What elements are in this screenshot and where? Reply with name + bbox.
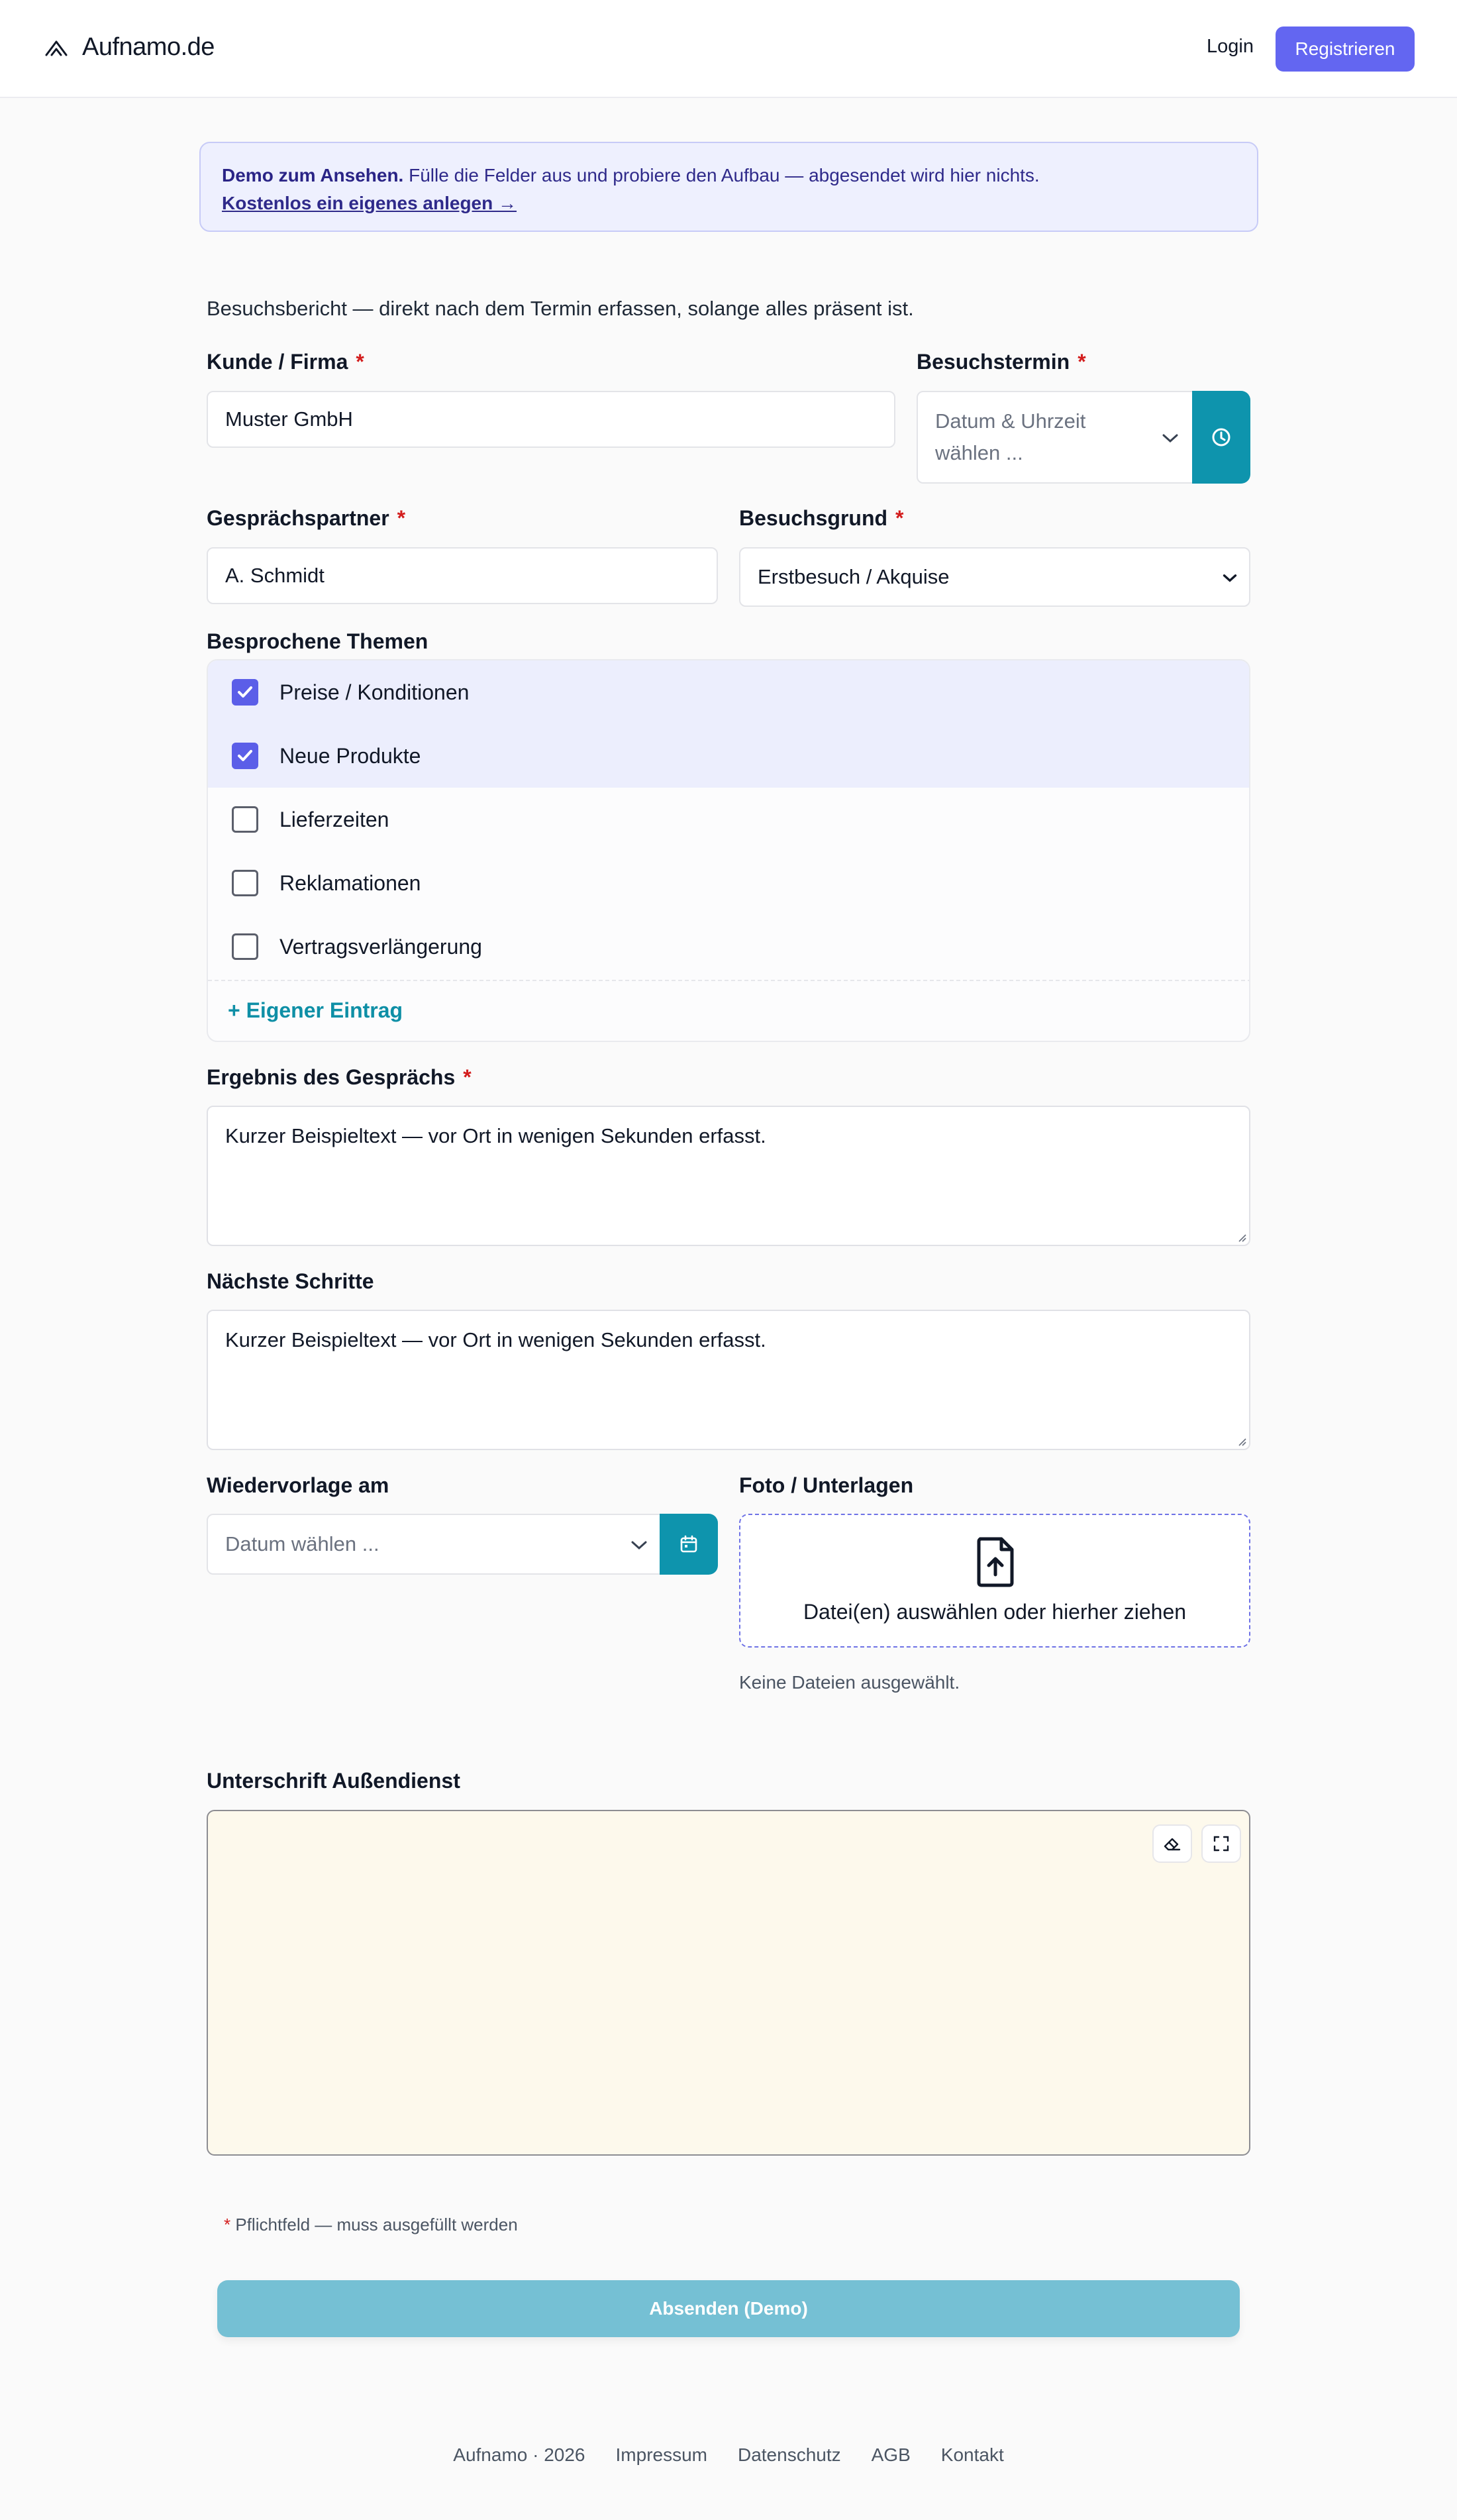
topic-item[interactable] (208, 724, 1250, 788)
register-button[interactable]: Registrieren (1276, 26, 1415, 72)
appointment-placeholder-line2: wählen ... (935, 441, 1023, 464)
dropzone-text: Datei(en) auswählen oder hierher ziehen (803, 1600, 1187, 1624)
required-mark: * (1078, 350, 1086, 374)
form-intro: Besuchsbericht — direkt nach dem Termin erfassen, solange alles präsent ist. (207, 297, 914, 320)
contact-label (207, 506, 405, 531)
eraser-icon (1162, 1834, 1182, 1854)
chevron-down-icon (1223, 574, 1237, 583)
required-mark: * (224, 2215, 231, 2234)
chevron-down-icon (1162, 433, 1179, 444)
chevron-down-icon (630, 1540, 648, 1551)
required-mark: * (397, 506, 406, 530)
files-label: Foto / Unterlagen (739, 1473, 914, 1497)
logo-icon (44, 35, 69, 60)
footer (0, 2444, 1457, 2466)
topic-label: Neue Produkte (279, 743, 421, 768)
contact-input[interactable] (207, 547, 718, 604)
contact-value: A. Schmidt (225, 564, 325, 587)
topics-checklist (207, 659, 1250, 1042)
topics-label: Besprochene Themen (207, 629, 428, 653)
topic-item[interactable] (208, 915, 1250, 978)
demo-banner (199, 142, 1258, 232)
submit-button[interactable]: Absenden (Demo) (217, 2280, 1240, 2337)
next-steps-value: Kurzer Beispieltext — vor Ort in wenigen Sekunden erfasst. (225, 1328, 766, 1351)
appointment-datetime-select[interactable] (917, 391, 1195, 484)
appointment-placeholder-line1: Datum & Uhrzeit (935, 409, 1086, 433)
reason-select[interactable] (739, 547, 1250, 607)
followup-placeholder: Datum wählen ... (225, 1532, 379, 1555)
footer-link-kontakt[interactable]: Kontakt (940, 2444, 1004, 2465)
appointment-label-text: Besuchstermin (917, 350, 1070, 374)
brand-logo[interactable] (44, 33, 215, 62)
banner-strong: Demo zum Ansehen. (222, 165, 404, 185)
required-footnote (224, 2215, 518, 2235)
add-custom-entry-button[interactable]: + Eigener Eintrag (228, 998, 403, 1022)
checkbox[interactable] (232, 870, 258, 896)
result-value: Kurzer Beispieltext — vor Ort in wenigen Sekunden erfasst. (225, 1124, 766, 1147)
fullscreen-icon (1211, 1834, 1231, 1854)
brand-name: Aufnamo.de (82, 33, 215, 61)
result-label-text: Ergebnis des Gesprächs (207, 1065, 456, 1089)
footnote-text: Pflichtfeld — muss ausgefüllt werden (235, 2215, 518, 2234)
file-upload-icon (972, 1535, 1019, 1588)
topic-label: Lieferzeiten (279, 807, 389, 831)
file-status: Keine Dateien ausgewählt. (739, 1672, 960, 1693)
checkbox[interactable] (232, 933, 258, 960)
create-own-link[interactable]: Kostenlos ein eigenes anlegen → (222, 193, 517, 213)
topic-item[interactable] (208, 851, 1250, 915)
signature-pad[interactable] (207, 1810, 1250, 2156)
checkbox[interactable] (232, 743, 258, 769)
next-steps-textarea[interactable] (207, 1310, 1250, 1450)
calendar-icon (678, 1534, 699, 1555)
reason-label-text: Besuchsgrund (739, 506, 888, 530)
fullscreen-button[interactable] (1201, 1824, 1241, 1863)
banner-text-line (222, 162, 1236, 189)
followup-label: Wiedervorlage am (207, 1473, 389, 1497)
appointment-clock-button[interactable] (1192, 391, 1250, 484)
check-icon (236, 684, 254, 701)
reason-value: Erstbesuch / Akquise (758, 565, 950, 588)
footer-link-impressum[interactable]: Impressum (615, 2444, 707, 2465)
next-steps-label: Nächste Schritte (207, 1269, 374, 1293)
appointment-placeholder (935, 405, 1085, 469)
topic-label: Preise / Konditionen (279, 680, 470, 704)
resize-handle-icon[interactable] (1236, 1436, 1246, 1446)
required-mark: * (895, 506, 904, 530)
login-link[interactable]: Login (1207, 36, 1254, 57)
resize-handle-icon[interactable] (1236, 1232, 1246, 1242)
topic-item[interactable] (208, 660, 1250, 724)
banner-text: Fülle die Felder aus und probiere den Aufbau — abgesendet wird hier nichts. (403, 165, 1040, 185)
customer-input[interactable] (207, 391, 895, 448)
top-header (0, 0, 1457, 98)
customer-label-text: Kunde / Firma (207, 350, 348, 374)
footer-link-agb[interactable]: AGB (871, 2444, 911, 2465)
topic-label: Reklamationen (279, 870, 421, 895)
result-label (207, 1065, 472, 1090)
result-textarea[interactable] (207, 1106, 1250, 1246)
checkbox[interactable] (232, 679, 258, 706)
topic-item[interactable] (208, 788, 1250, 851)
reason-label (739, 506, 903, 531)
followup-date-select[interactable] (207, 1514, 664, 1575)
signature-label: Unterschrift Außendienst (207, 1769, 460, 1793)
footer-link-datenschutz[interactable]: Datenschutz (737, 2444, 841, 2465)
contact-label-text: Gesprächspartner (207, 506, 389, 530)
required-mark: * (356, 350, 364, 374)
followup-calendar-button[interactable] (660, 1514, 718, 1575)
checkbox[interactable] (232, 806, 258, 833)
topic-label: Vertragsverlängerung (279, 934, 482, 959)
required-mark: * (463, 1065, 472, 1089)
customer-label (207, 350, 364, 374)
clear-signature-button[interactable] (1152, 1824, 1192, 1863)
clock-icon (1211, 427, 1232, 448)
divider (208, 980, 1250, 981)
appointment-label (917, 350, 1086, 374)
footer-copyright: Aufnamo · 2026 (453, 2444, 585, 2465)
file-dropzone[interactable] (739, 1514, 1250, 1648)
check-icon (236, 747, 254, 764)
customer-value: Muster GmbH (225, 407, 353, 431)
